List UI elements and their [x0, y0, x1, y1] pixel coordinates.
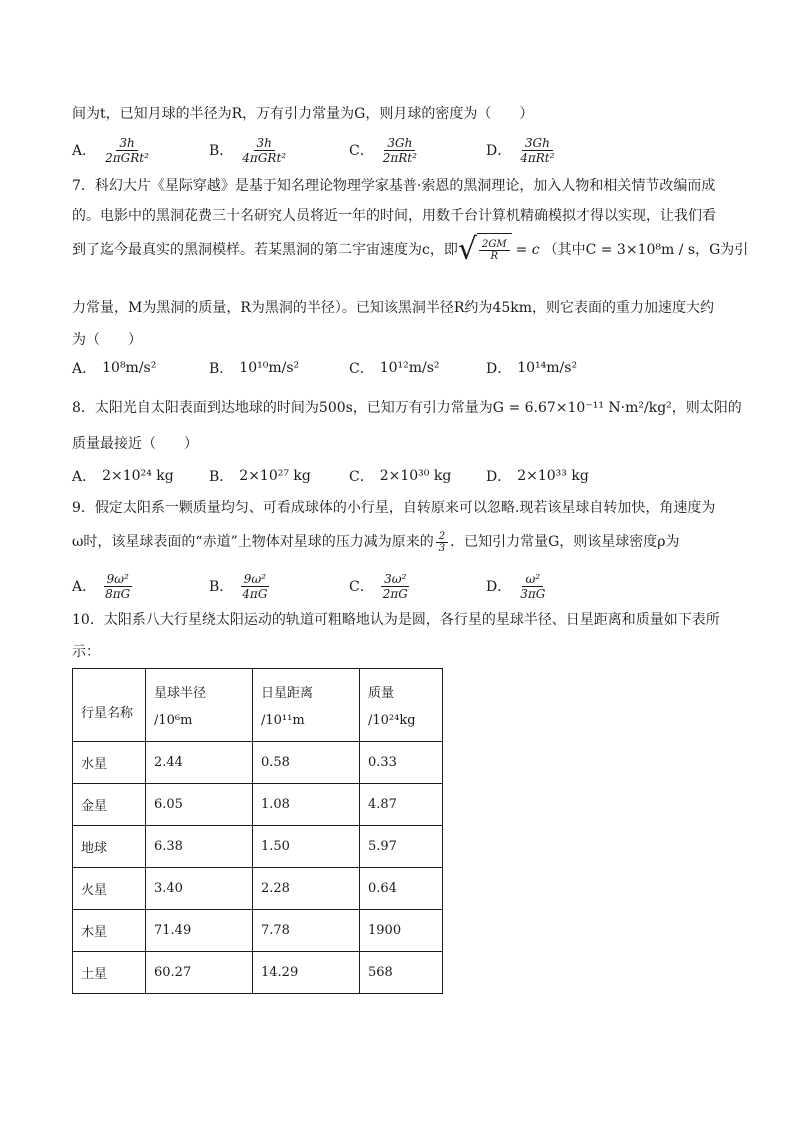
q10-line-1: 10．太阳系八大行星绕太阳运动的轨道可粗略地认为是圆，各行星的星球半径、日星距离和质量如下表所	[72, 612, 720, 628]
q9-line-2-pre: ω时，该星球表面的“赤道”上物体对星球的压力减为原来的	[72, 534, 434, 550]
header-top: 星球半径	[154, 686, 207, 701]
option-letter: D．	[486, 579, 512, 595]
cell-radius: 2.44	[146, 742, 253, 784]
q9-line-1: 9．假定太阳系一颗质量均匀、可看成球体的小行星，自转原来可以忽略.现若该星球自转加快，角速度为	[72, 500, 716, 516]
header-planet-name	[73, 669, 146, 742]
q7-line-5: 为（ ）	[72, 332, 142, 348]
cell-mass: 568	[360, 952, 443, 994]
header-bottom: /10²⁴kg	[368, 713, 416, 728]
cell-distance: 14.29	[253, 952, 360, 994]
frac-den: 3πG	[520, 586, 546, 601]
q7-option-a[interactable]	[72, 356, 156, 380]
option-letter: C．	[349, 469, 374, 485]
option-text: 10¹²m/s²	[379, 360, 440, 376]
cell-mass: 1900	[360, 910, 443, 952]
cell-planet: 水星	[73, 742, 146, 784]
option-letter: C．	[349, 143, 374, 159]
option-letter: B．	[209, 143, 234, 159]
option-letter: B．	[209, 361, 234, 377]
q7-line-3-post: （其中C = 3×10⁸m / s，G为引	[543, 242, 749, 258]
q7-option-b[interactable]	[209, 356, 299, 380]
q8-option-b[interactable]	[209, 464, 311, 488]
q7-line-3-pre: 到了迄今最真实的黑洞模样。若某黑洞的第二宇宙速度为c，即	[72, 242, 458, 258]
q9-option-d[interactable]	[486, 568, 548, 604]
header-bottom: /10¹¹m	[261, 713, 305, 728]
header-top: 质量	[368, 686, 395, 701]
q7-option-c[interactable]	[349, 356, 440, 380]
frac-num: 3ω²	[381, 572, 409, 587]
table-row	[73, 910, 443, 952]
frac-num: 2	[436, 531, 448, 543]
frac-den: R	[490, 251, 499, 262]
cell-radius: 6.38	[146, 826, 253, 868]
cell-planet: 地球	[73, 826, 146, 868]
cell-mass: 5.97	[360, 826, 443, 868]
option-text: 10¹⁴m/s²	[517, 360, 578, 376]
q8-line-1: 8．太阳光自太阳表面到达地球的时间为500s，已知万有引力常量为G = 6.67×10⁻¹¹ N·m²/kg²，则太阳的	[72, 400, 742, 416]
frac-den: 8πG	[105, 586, 131, 601]
option-letter: D．	[486, 361, 512, 377]
q10-line-2: 示：	[72, 644, 100, 660]
header-distance	[253, 669, 360, 742]
table-row	[73, 742, 443, 784]
table-row	[73, 784, 443, 826]
option-fraction	[239, 572, 270, 601]
frac-den: 4πGRt²	[242, 150, 287, 165]
frac-num: 9ω²	[241, 572, 269, 587]
option-text: 2×10²⁷ kg	[239, 468, 311, 484]
cell-distance: 0.58	[253, 742, 360, 784]
q7-line-1: 7．科幻大片《星际穿越》是基于知名理论物理学家基普·索恩的黑洞理论，加入人物和相关情节改编而成	[72, 178, 716, 194]
frac-den: 4πG	[242, 586, 268, 601]
frac-num: 9ω²	[104, 572, 132, 587]
frac-num: 3h	[116, 136, 137, 151]
q8-option-c[interactable]	[349, 464, 451, 488]
option-fraction	[380, 572, 411, 601]
q7-options	[72, 356, 722, 380]
q6-option-d[interactable]	[486, 132, 557, 168]
option-fraction	[517, 136, 557, 165]
option-text: 10¹⁰m/s²	[239, 360, 300, 376]
q7-option-d[interactable]	[486, 356, 577, 380]
option-text: 10⁸m/s²	[102, 360, 157, 376]
sqrt-fraction	[479, 239, 510, 262]
option-letter: A．	[72, 469, 97, 485]
q9-option-b[interactable]	[209, 568, 270, 604]
option-text: 2×10³⁰ kg	[379, 468, 452, 484]
q6-option-c[interactable]	[349, 132, 420, 168]
header-bottom: /10⁶m	[154, 713, 193, 728]
cell-planet: 木星	[73, 910, 146, 952]
q9-line-2	[72, 524, 680, 560]
frac-den: 2πGRt²	[105, 150, 149, 165]
option-letter: D．	[486, 469, 512, 485]
cell-mass: 4.87	[360, 784, 443, 826]
frac-num: 3h	[254, 136, 275, 151]
option-fraction	[380, 136, 420, 165]
header-radius	[146, 669, 253, 742]
option-letter: B．	[209, 469, 234, 485]
option-fraction	[239, 136, 289, 165]
option-letter: B．	[209, 579, 234, 595]
frac-num: 2GM	[479, 239, 510, 251]
cell-radius: 71.49	[146, 910, 253, 952]
option-fraction	[517, 572, 548, 601]
header-top: 日星距离	[261, 686, 314, 701]
q7-equals: = c	[515, 242, 540, 258]
cell-planet: 金星	[73, 784, 146, 826]
q7-line-3	[72, 232, 748, 268]
option-text: 2×10²⁴ kg	[102, 468, 174, 484]
q7-line-4: 力常量，M为黑洞的质量，R为黑洞的半径）。已知该黑洞半径R约为45km，则它表面的重力加速度大约	[72, 300, 714, 316]
option-text: 2×10³³ kg	[517, 468, 589, 484]
frac-den: 4πRt²	[520, 150, 555, 165]
frac-den: 3	[438, 542, 446, 554]
cell-mass: 0.64	[360, 868, 443, 910]
frac-num: 3Gh	[384, 136, 415, 151]
sqrt-body	[477, 233, 512, 267]
table-row	[73, 826, 443, 868]
cell-planet: 火星	[73, 868, 146, 910]
option-letter: A．	[72, 579, 97, 595]
frac-num: 3Gh	[522, 136, 553, 151]
q6-stem: 间为t，已知月球的半径为R，万有引力常量为G，则月球的密度为（ ）	[72, 106, 534, 122]
q9-options	[72, 568, 722, 604]
q6-option-a[interactable]	[72, 132, 152, 168]
sqrt-icon: √	[457, 232, 477, 267]
q9-fraction	[436, 531, 448, 554]
q7-line-2: 的。电影中的黑洞花费三十名研究人员将近一年的时间，用数千台计算机精确模拟才得以实现，让我们看	[72, 208, 716, 224]
cell-planet: 土星	[73, 952, 146, 994]
q6-options	[72, 132, 722, 168]
option-letter: C．	[349, 361, 374, 377]
q6-option-b[interactable]	[209, 132, 289, 168]
table-header-row	[73, 669, 443, 742]
q8-option-a[interactable]	[72, 464, 174, 488]
cell-distance: 7.78	[253, 910, 360, 952]
cell-radius: 60.27	[146, 952, 253, 994]
option-letter: C．	[349, 579, 374, 595]
q8-line-2: 质量最接近（ ）	[72, 436, 198, 452]
cell-distance: 2.28	[253, 868, 360, 910]
q8-option-d[interactable]	[486, 464, 589, 488]
table-row	[73, 868, 443, 910]
table-row	[73, 952, 443, 994]
frac-num: ω²	[522, 572, 543, 587]
q9-line-2-post: ．已知引力常量G，则该星球密度ρ为	[450, 534, 680, 550]
cell-distance: 1.08	[253, 784, 360, 826]
option-fraction	[102, 136, 152, 165]
cell-mass: 0.33	[360, 742, 443, 784]
frac-den: 2πRt²	[382, 150, 417, 165]
q9-option-a[interactable]	[72, 568, 133, 604]
option-letter: A．	[72, 143, 97, 159]
option-fraction	[102, 572, 133, 601]
frac-den: 2πG	[382, 586, 408, 601]
sqrt-expression	[458, 233, 512, 267]
q8-options	[72, 464, 722, 488]
option-letter: D．	[486, 143, 512, 159]
header-bottom: 行星名称	[81, 705, 134, 721]
option-letter: A．	[72, 361, 97, 377]
q9-option-c[interactable]	[349, 568, 411, 604]
cell-radius: 3.40	[146, 868, 253, 910]
cell-radius: 6.05	[146, 784, 253, 826]
header-mass	[360, 669, 443, 742]
planet-data-table	[72, 668, 443, 994]
cell-distance: 1.50	[253, 826, 360, 868]
